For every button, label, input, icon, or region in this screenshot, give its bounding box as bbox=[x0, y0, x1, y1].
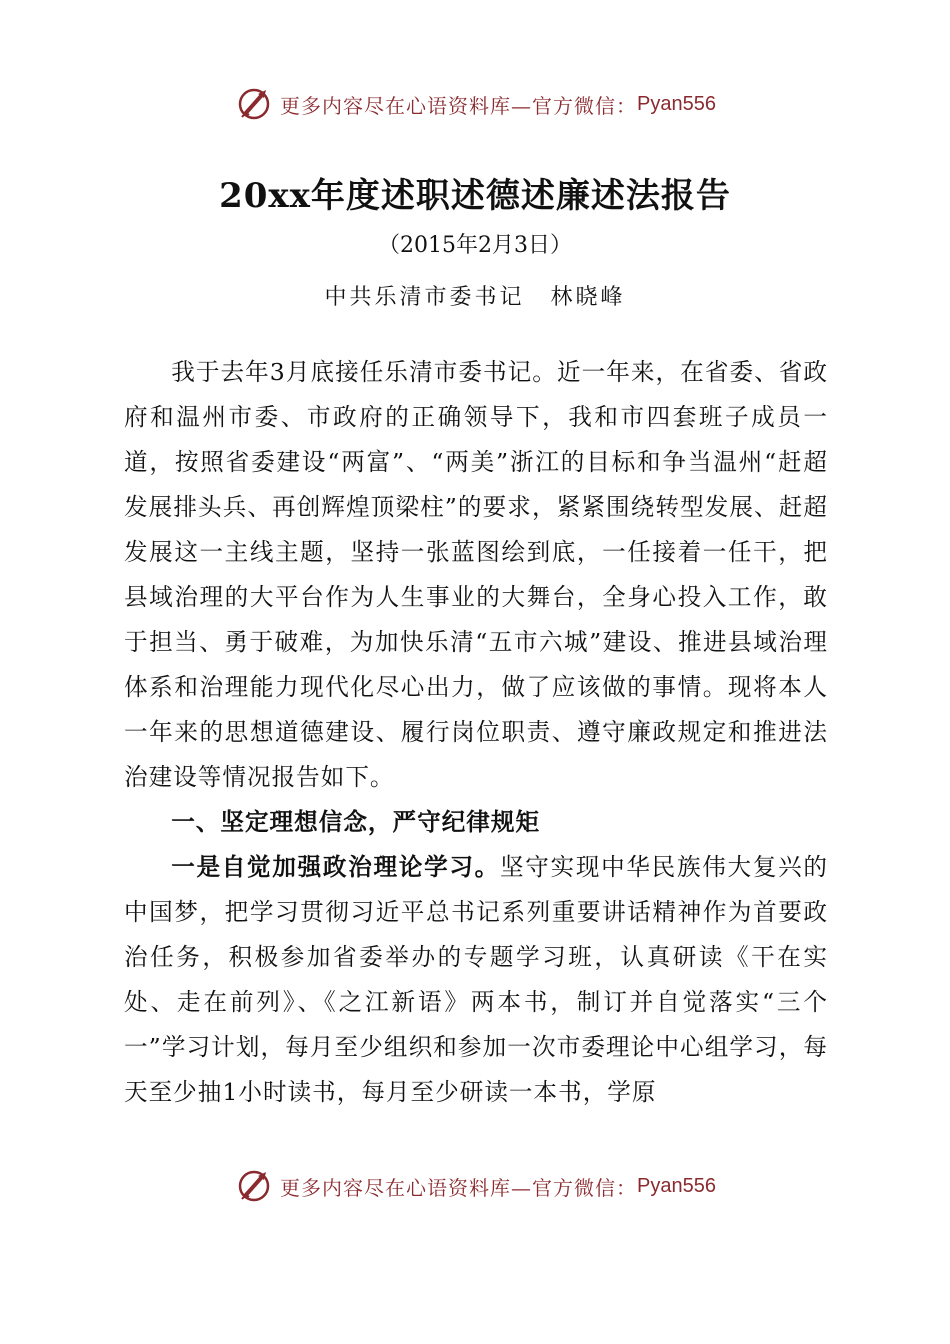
header-watermark-banner bbox=[0, 84, 950, 124]
section-heading-1: 一、坚定理想信念，严守纪律规矩 bbox=[171, 808, 541, 836]
document-body bbox=[124, 350, 828, 1115]
banner-text: 更多内容尽在心语资料库—官方微信： bbox=[280, 93, 638, 118]
document-author bbox=[0, 280, 950, 311]
pen-logo-icon bbox=[234, 1166, 274, 1206]
paragraph-1 bbox=[124, 845, 828, 1115]
pen-logo-icon bbox=[234, 84, 274, 124]
intro-paragraph: 我于去年3月底接任乐清市委书记。近一年来，在省委、省政府和温州市委、市政府的正确领导下，我和市四套班子成员一道，按照省委建设“两富”、“两美”浙江的目标和争当温州“赶超发展排头兵、再创辉煌顶梁柱”的要求，紧紧围绕转型发展、赶超发展这一主线主题，坚持一张蓝图绘到底，一任接着一任干，把县域治理的大平台作为人生事业的大舞台，全身心投入工作，敢于担当、勇于破难，为加快乐清“五市六城”建设、推进县域治理体系和治理能力现代化尽心出力，做了应该做的事情。现将本人一年来的思想道德建设、履行岗位职责、遵守廉政规定和推进法治建设等情况报告如下。 bbox=[124, 358, 828, 791]
banner-wechat-id: Pyan556 bbox=[637, 92, 716, 115]
footer-watermark-banner bbox=[0, 1166, 950, 1206]
banner-text: 更多内容尽在心语资料库—官方微信： bbox=[280, 1175, 638, 1200]
author-role: 中共乐清市委书记 bbox=[324, 285, 525, 310]
document-title: 20xx年度述职述德述廉述法报告 bbox=[219, 176, 731, 216]
banner-wechat-id: Pyan556 bbox=[637, 1174, 716, 1197]
document-date: （2015年2月3日） bbox=[378, 233, 572, 258]
paragraph-1-lead: 一是自觉加强政治理论学习。 bbox=[171, 853, 500, 881]
author-name: 林晓峰 bbox=[550, 285, 626, 310]
paragraph-1-body: 坚守实现中华民族伟大复兴的中国梦，把学习贯彻习近平总书记系列重要讲话精神作为首要政治任务，积极参加省委举办的专题学习班，认真研读《干在实处、走在前列》、《之江新语》两本书，制订并自觉落实“三个一”学习计划，每月至少组织和参加一次市委理论中心组学习，每天至少抽1小时读书，每月至少研读一本书，学原 bbox=[124, 853, 829, 1106]
